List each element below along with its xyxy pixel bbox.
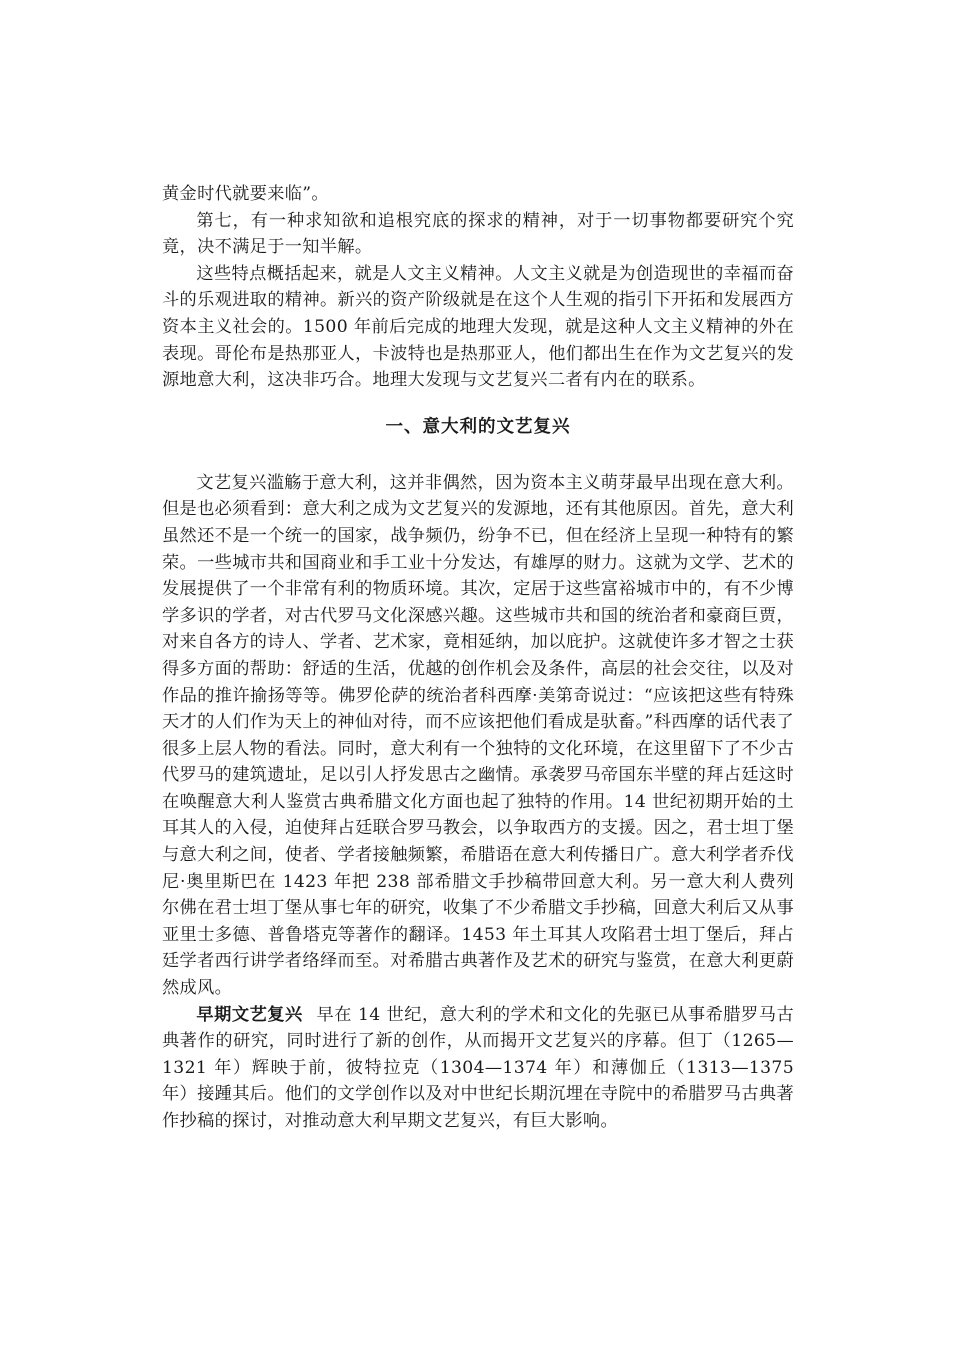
document-page bbox=[162, 181, 794, 1135]
subsection-heading: 早期文艺复兴 bbox=[196, 1004, 303, 1025]
section-title: 一、意大利的文艺复兴 bbox=[385, 416, 571, 437]
paragraph-seventh-point: 第七，有一种求知欲和追根究底的探求的精神，对于一切事物都要研究个究竟，决不满足于一知半解。 bbox=[162, 210, 794, 258]
subsection-text: 早在 14 世纪，意大利的学术和文化的先驱已从事希腊罗马古典著作的研究，同时进行了新的创作，从而揭开文艺复兴的序幕。但丁（1265—1321 年）辉映于前，彼特拉克（1304—1374 年）和薄伽丘（1313—1375 年）接踵其后。他们的文学创作以及对中世纪长期沉埋在寺院中的希腊罗马古典著作抄稿的探讨，对推动意大利早期文艺复兴，有巨大影响。 bbox=[162, 1004, 794, 1131]
paragraph-continuation: 黄金时代就要来临”。 bbox=[162, 184, 329, 204]
paragraph-italy-origins: 文艺复兴滥觞于意大利，这并非偶然，因为资本主义萌芽最早出现在意大利。但是也必须看到：意大利之成为文艺复兴的发源地，还有其他原因。首先，意大利虽然还不是一个统一的国家，战争频仍，纷争不已，但在经济上呈现一种特有的繁荣。一些城市共和国商业和手工业十分发达，有雄厚的财力。这就为文学、艺术的发展提供了一个非常有利的物质环境。其次，定居于这些富裕城市中的，有不少博学多识的学者，对古代罗马文化深感兴趣。这些城市共和国的统治者和豪商巨贾，对来自各方的诗人、学者、艺术家，竟相延纳，加以庇护。这就使许多才智之士获得多方面的帮助：舒适的生活，优越的创作机会及条件，高层的社会交往，以及对作品的推许揄扬等等。佛罗伦萨的统治者科西摩·美第奇说过：“应该把这些有特殊天才的人们作为天上的神仙对待，而不应该把他们看成是驮畜。”科西摩的话代表了很多上层人物的看法。同时，意大利有一个独特的文化环境，在这里留下了不少古代罗马的建筑遗址，足以引人抒发思古之幽情。承袭罗马帝国东半壁的拜占廷这时在唤醒意大利人鉴赏古典希腊文化方面也起了独特的作用。14 世纪初期开始的土耳其人的入侵，迫使拜占廷联合罗马教会，以争取西方的支援。因之，君士坦丁堡与意大利之间，使者、学者接触频繁，希腊语在意大利传播日广。意大利学者乔伐尼·奥里斯巴在 1423 年把 238 部希腊文手抄稿带回意大利。另一意大利人费列尔佛在君士坦丁堡从事七年的研究，收集了不少希腊文手抄稿，回意大利后又从事亚里士多德、普鲁塔克等著作的翻译。1453 年土耳其人攻陷君士坦丁堡后，拜占廷学者西行讲学者络绎而至。对希腊古典著作及艺术的研究与鉴赏，在意大利更蔚然成风。 bbox=[162, 472, 794, 999]
paragraph-humanism-summary: 这些特点概括起来，就是人文主义精神。人文主义就是为创造现世的幸福而奋斗的乐观进取的精神。新兴的资产阶级就是在这个人生观的指引下开拓和发展西方资本主义社会的。1500 年前后完成的地理大发现，就是这种人文主义精神的外在表现。哥伦布是热那亚人，卡波特也是热那亚人，他们都出生在作为文艺复兴的发源地意大利，这决非巧合。地理大发现与文艺复兴二者有内在的联系。 bbox=[162, 263, 794, 391]
paragraph-early-renaissance bbox=[162, 1002, 794, 1135]
